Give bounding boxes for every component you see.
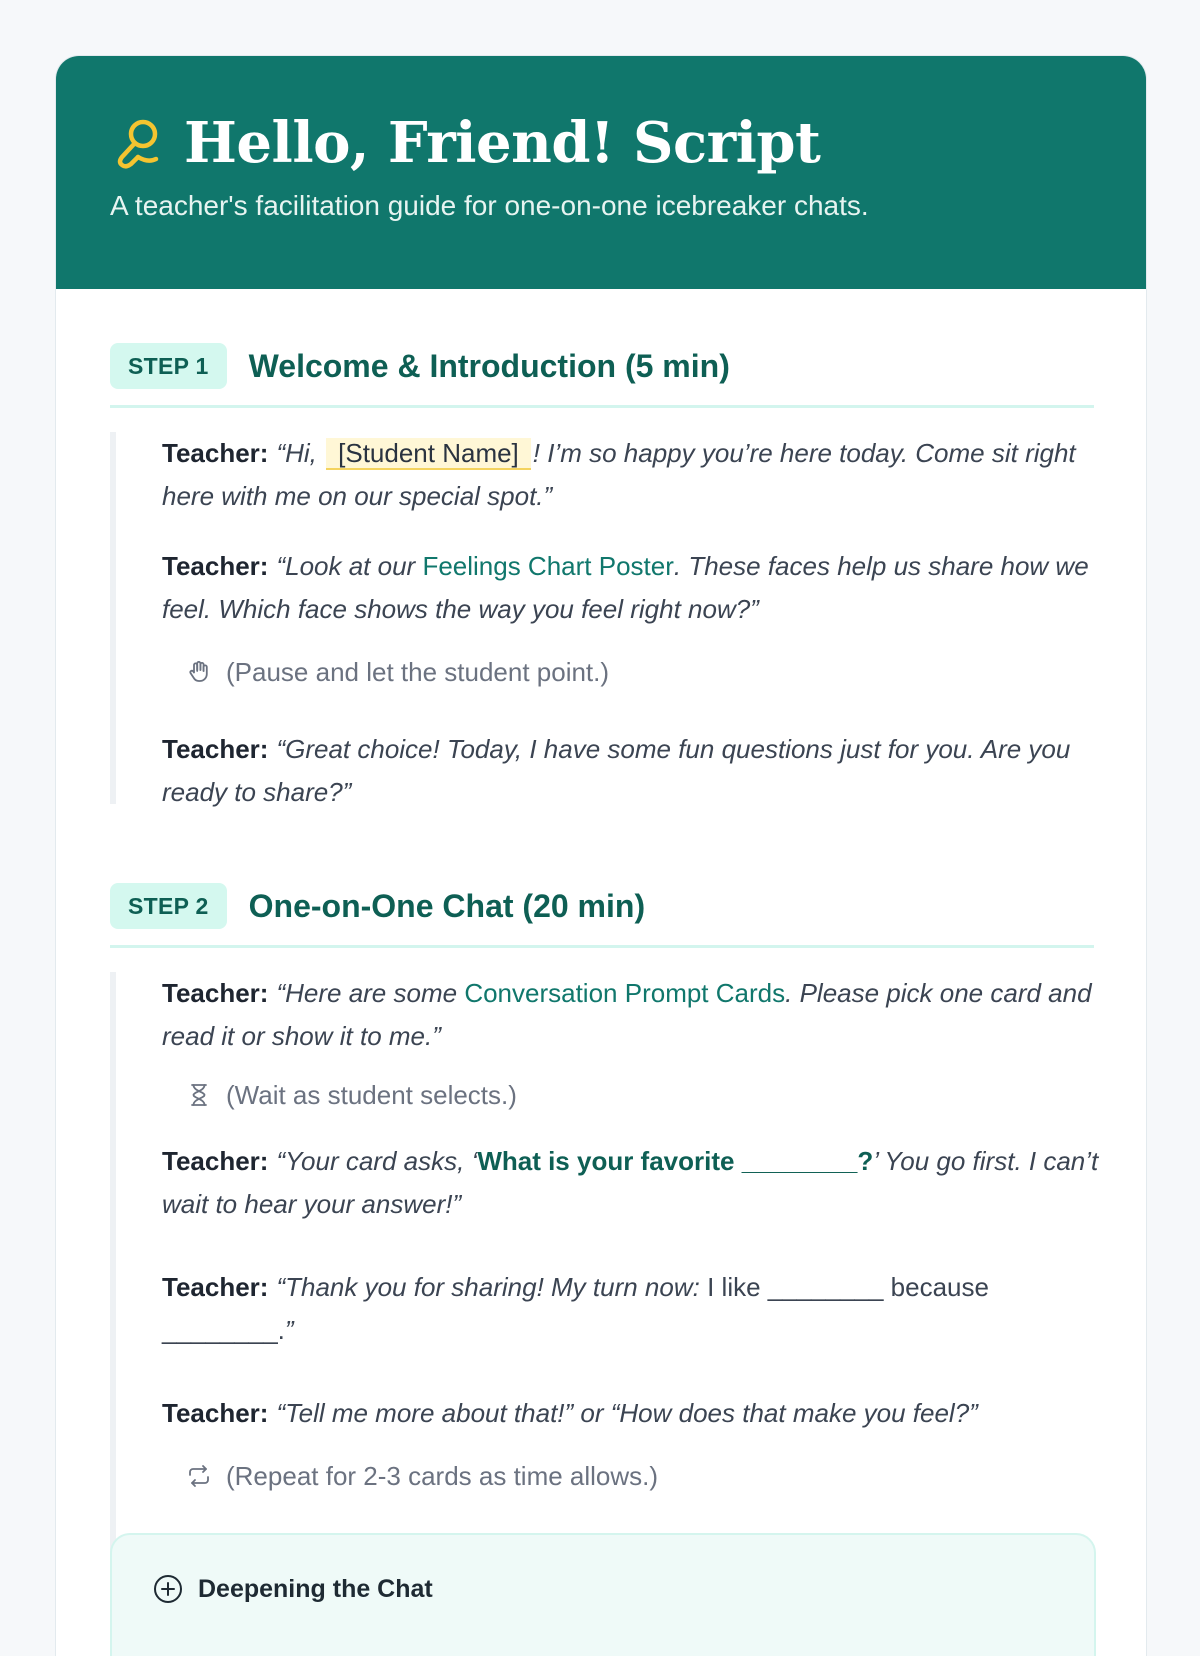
script-line: Teacher: “Hi, [Student Name] ! I’m so happy you’re here today. Come sit right here with me on our special spot.”: [162, 438, 1076, 511]
stage-direction: (Wait as student selects.): [186, 1077, 517, 1113]
sentence-frame: I like ________ because ________.: [162, 1272, 989, 1345]
step-2-badge: STEP 2: [110, 883, 227, 929]
script-line: Teacher: “Great choice! Today, I have some fun questions just for you. Are you ready to share?”: [162, 734, 1071, 807]
microphone-icon: [112, 113, 164, 173]
speaker-label: Teacher:: [162, 1398, 269, 1428]
speaker-label: Teacher:: [162, 1146, 269, 1176]
deepening-callout: [110, 1533, 1096, 1656]
step-2-script: [110, 972, 1100, 1558]
speaker-label: Teacher:: [162, 1272, 269, 1302]
script-card: [55, 55, 1147, 1656]
speaker-label: Teacher:: [162, 551, 269, 581]
student-name-placeholder: [Student Name]: [326, 438, 531, 470]
script-line: Teacher: “Thank you for sharing! My turn now: I like ________ because ________.”: [162, 1272, 989, 1345]
stage-direction: (Pause and let the student point.): [186, 654, 609, 690]
script-line: Teacher: “Here are some Conversation Prompt Cards. Please pick one card and read it or show it to me.”: [162, 978, 1092, 1051]
feelings-chart-reference: Feelings Chart Poster: [422, 551, 674, 581]
card-question: What is your favorite ________?: [477, 1146, 874, 1176]
speaker-label: Teacher:: [162, 734, 269, 764]
page-subtitle: A teacher's facilitation guide for one-on-one icebreaker chats.: [110, 190, 869, 221]
script-line: Teacher: “Look at our Feelings Chart Poster. These faces help us share how we feel. Which face shows the way you feel right now?”: [162, 551, 1089, 624]
callout-title: Deepening the Chat: [198, 1574, 433, 1603]
stage-direction: (Repeat for 2-3 cards as time allows.): [186, 1458, 658, 1494]
plus-circle-icon: [152, 1573, 184, 1605]
step-1-script: [110, 432, 1100, 807]
prompt-cards-reference: Conversation Prompt Cards: [464, 978, 786, 1008]
hand-icon: [186, 659, 212, 685]
speaker-label: Teacher:: [162, 978, 269, 1008]
step-1-badge: STEP 1: [110, 343, 227, 389]
step-2-title: One-on-One Chat (20 min): [248, 888, 646, 924]
header-banner: [56, 56, 1146, 289]
step-1-title: Welcome & Introduction (5 min): [248, 348, 730, 384]
step-2-header: [110, 883, 1094, 948]
script-line: Teacher: “Your card asks, ‘What is your favorite ________?’ You go first. I can’t wait to hear your answer!”: [162, 1146, 1099, 1219]
script-line: Teacher: “Tell me more about that!” or “How does that make you feel?”: [162, 1398, 978, 1428]
hourglass-icon: [186, 1082, 212, 1108]
page-title: Hello, Friend! Script: [184, 110, 821, 176]
repeat-icon: [186, 1463, 212, 1489]
step-1-header: [110, 343, 1094, 408]
callout-header[interactable]: [152, 1573, 433, 1605]
speaker-label: Teacher:: [162, 438, 269, 468]
